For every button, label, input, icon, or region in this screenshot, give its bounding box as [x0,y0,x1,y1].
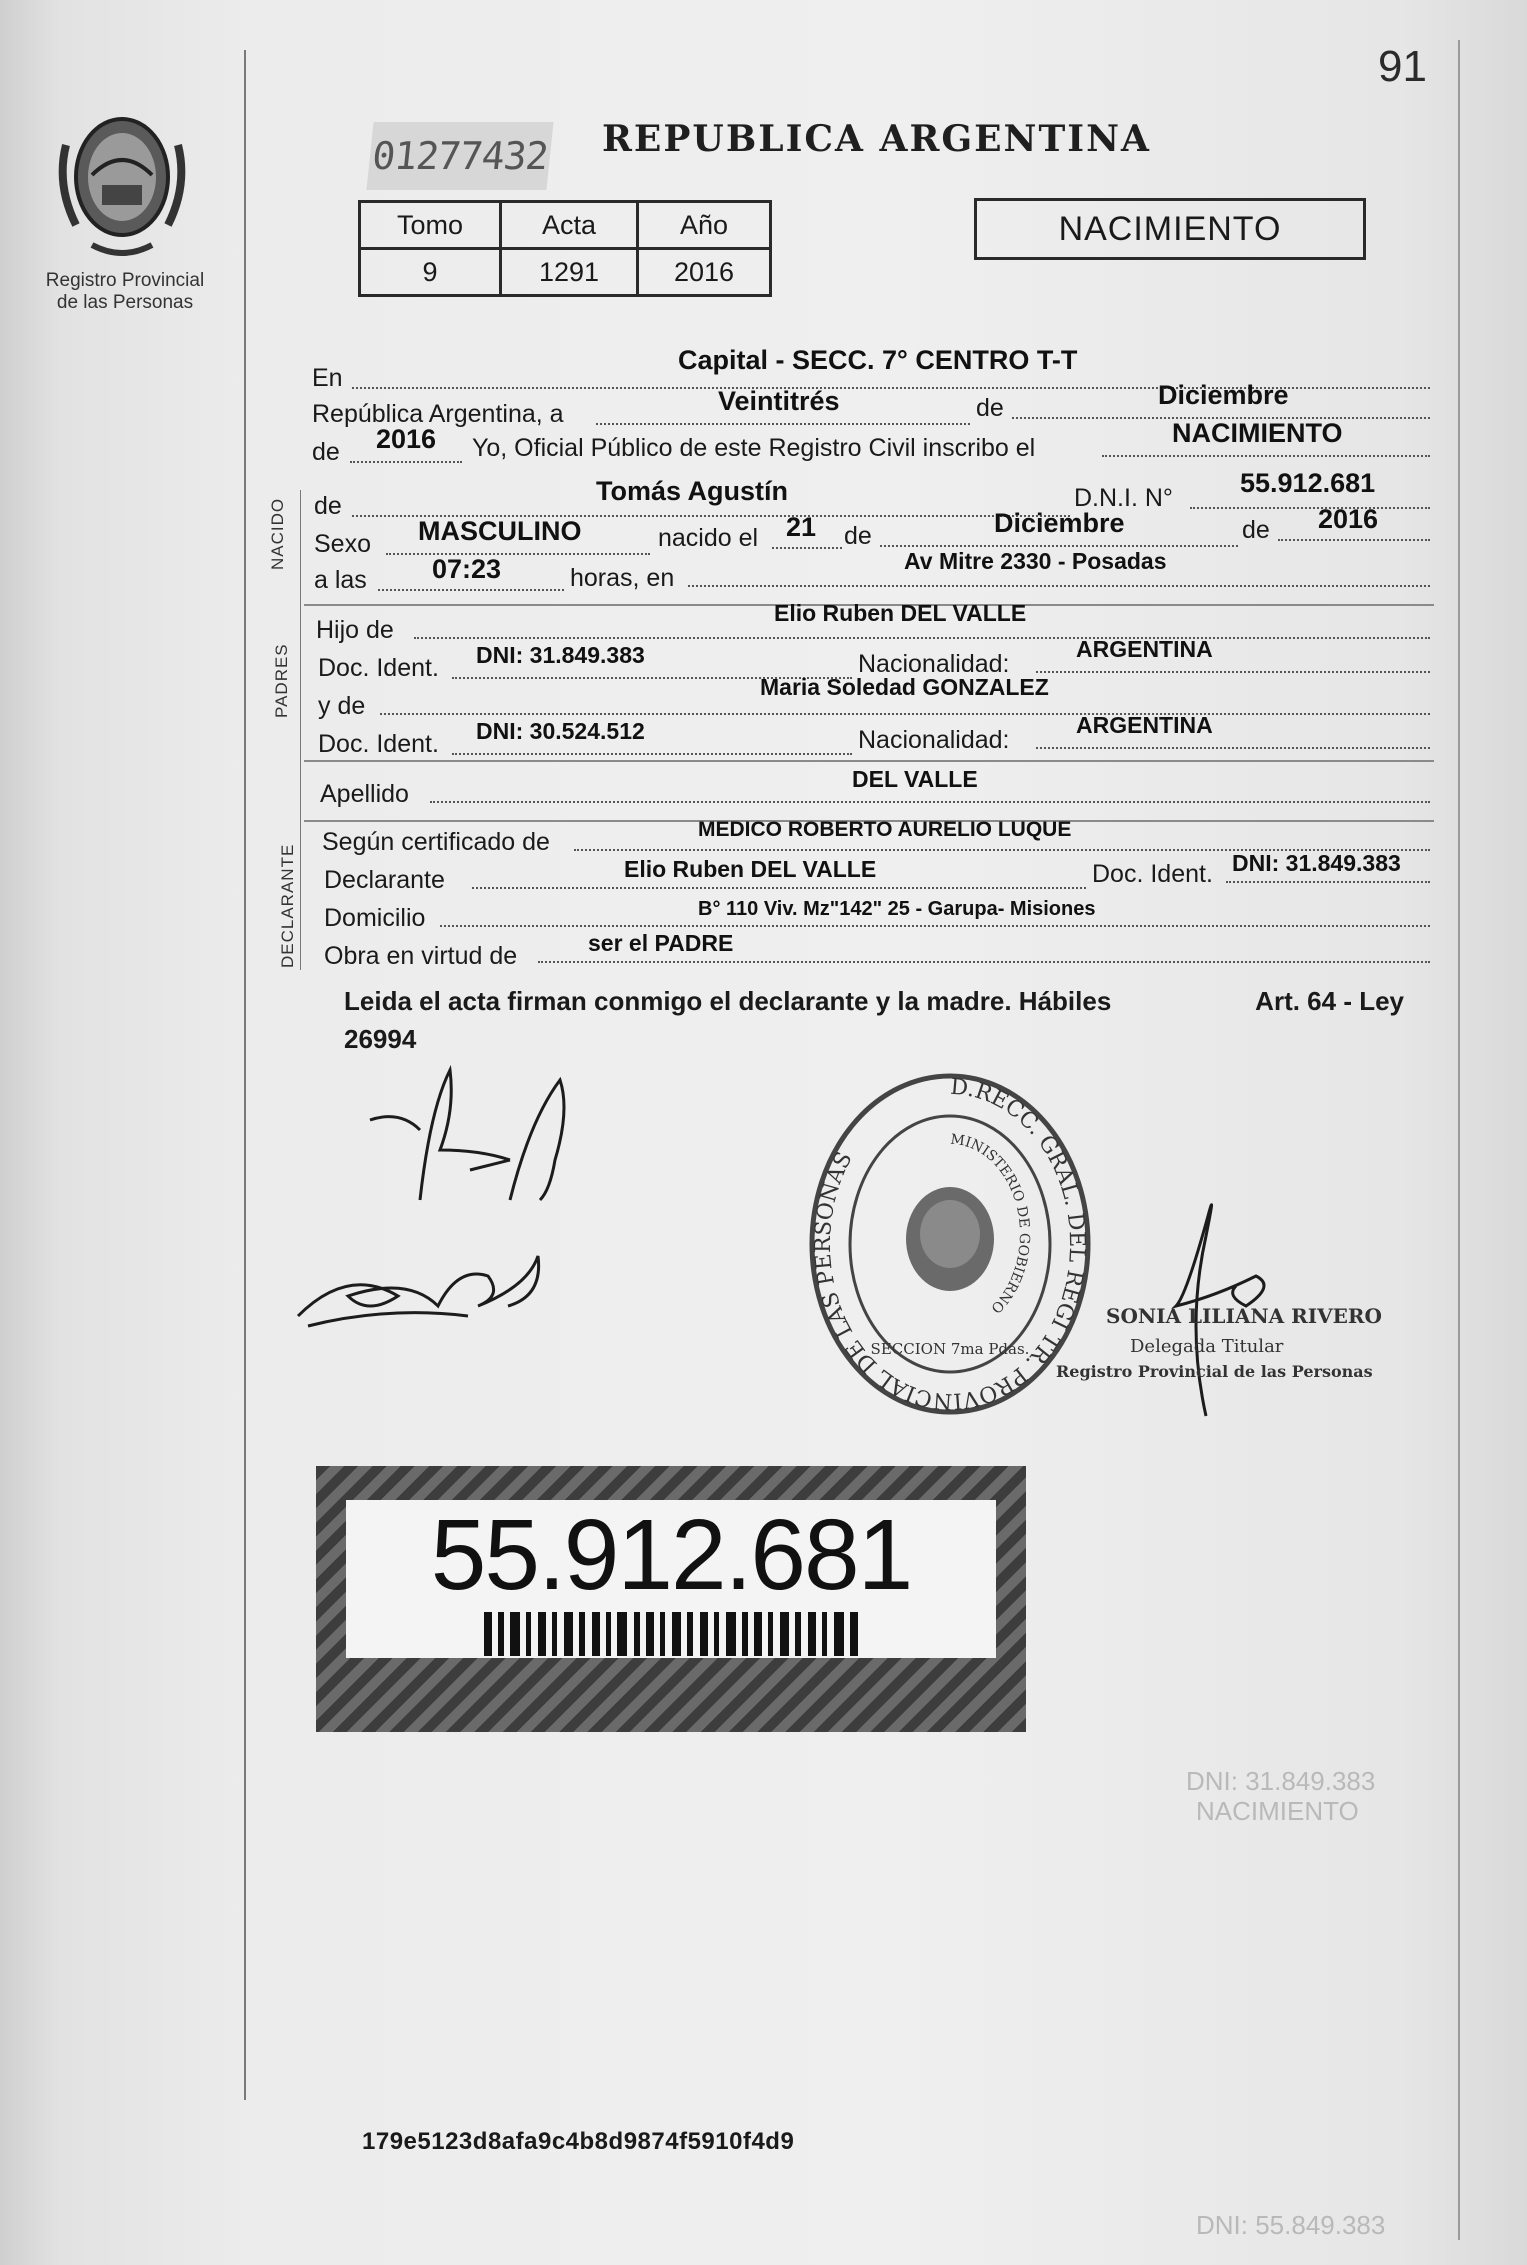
republica-label: República Argentina, a [312,400,564,428]
province-seal-logo [52,105,192,265]
birth-year-value: 2016 [1318,504,1379,534]
registry-header-acta: Acta [501,202,638,249]
nac2-label: Nacionalidad: [858,726,1010,754]
record-type-box: NACIMIENTO [974,198,1366,260]
oficial-label: Yo, Oficial Público de este Registro Civil inscribo el [472,434,1036,462]
barcode-label [346,1500,996,1658]
doc2-label: Doc. Ident. [318,730,439,758]
dni-label: D.N.I. N° [1074,484,1173,512]
mother-doc-value: DNI: 30.524.512 [476,718,645,744]
closing-law-number: 26994 [344,1024,417,1054]
closing-law: Art. 64 - Ley [1255,986,1404,1016]
official-name: SONIA LILIANA RIVERO [1106,1304,1382,1328]
dotted-line [1036,747,1430,749]
closing-statement [344,982,1404,1058]
barcode-bars [484,1612,864,1656]
doc-label: Doc. Ident. [318,654,439,682]
dotted-line [1278,539,1430,541]
bleed-through-mark: NACIMIENTO [1196,1796,1359,1826]
domicilio-label: Domicilio [324,904,426,932]
dotted-line [538,961,1430,963]
nac-label: Nacionalidad: [858,650,1010,678]
dotted-line [772,547,842,549]
registry-value-row [360,249,771,296]
registry-header-row [360,202,771,249]
margin-line-right [1458,40,1460,2240]
dotted-line [1102,455,1430,457]
dotted-line [472,887,1086,889]
segun-label: Según certificado de [322,828,550,856]
declarante-label: Declarante [324,866,445,894]
father-doc-value: DNI: 31.849.383 [476,642,645,668]
alas-label: a las [314,566,367,594]
birth-day-value: 21 [786,512,817,542]
declarant-doc-value: DNI: 31.849.383 [1232,850,1401,876]
apellido-label: Apellido [320,780,409,808]
declarant-signature [360,1050,600,1220]
hijo-label: Hijo de [316,616,394,644]
dotted-line [386,553,650,555]
side-label-nacido: NACIDO [268,497,287,570]
sex-value: MASCULINO [418,516,582,546]
dotted-line [378,589,564,591]
certificate-value: MEDICO ROBERTO AURELIO LUQUE [698,818,1072,841]
horas-label: horas, en [570,564,675,592]
dotted-line [430,801,1430,803]
birth-time-value: 07:23 [432,554,502,584]
de2-label: de [312,438,340,466]
father-name-value: Elio Ruben DEL VALLE [774,600,1027,626]
official-role: Delegada Titular [1130,1336,1284,1357]
registry-value-anio: 2016 [638,249,771,296]
document-hash: 179e5123d8afa9c4b8d9874f5910f4d9 [362,2128,795,2155]
logo-caption [30,270,220,314]
side-label-declarante: DECLARANTE [278,843,297,968]
registry-value-acta: 1291 [501,249,638,296]
dotted-line [452,753,852,755]
stamp-section-text: SECCION 7ma Pdas. [870,1340,1030,1358]
bleed-through-mark: DNI: 55.849.383 [1196,2210,1386,2240]
section-divider [304,760,1434,762]
logo-caption-line2: de las Personas [56,292,194,313]
father-nat-value: ARGENTINA [1076,636,1213,662]
birth-month-value: Diciembre [994,508,1125,538]
en-label: En [312,364,343,392]
dotted-line [440,925,1430,927]
dotted-line [1036,671,1430,673]
bleed-through-mark: DNI: 31.849.383 [1186,1766,1376,1796]
page-number: 91 [1378,42,1427,91]
registry-value-tomo: 9 [360,249,501,296]
official-office: Registro Provincial de las Personas [1056,1362,1373,1381]
child-dni-value: 55.912.681 [1240,468,1376,498]
yde-label: y de [318,692,366,720]
registry-header-anio: Año [638,202,771,249]
section-line [300,490,301,970]
birth-place-value: Av Mitre 2330 - Posadas [904,548,1167,574]
serial-number-stamp: 01277432 [366,122,553,190]
barcode-number: 55.912.681 [430,1499,912,1611]
de-label: de [976,394,1004,422]
obra-label: Obra en virtud de [324,942,518,970]
declarant-value: Elio Ruben DEL VALLE [624,856,877,882]
sexo-label: Sexo [314,530,371,558]
dotted-line [688,585,1430,587]
dotted-line [350,461,462,463]
dotted-line [596,423,970,425]
capacity-value: ser el PADRE [588,930,734,956]
stamp-inner-text: MINISTERIO DE GOBIERNO [949,1131,1033,1317]
margin-line-left [244,50,246,2100]
country-title: REPUBLICA ARGENTINA [602,118,1151,160]
registry-table [358,200,772,297]
place-value: Capital - SECC. 7° CENTRO T-T [678,345,1078,375]
month-value: Diciembre [1158,380,1289,410]
nacido-label: nacido el [658,524,759,552]
doc3-label: Doc. Ident. [1092,860,1213,888]
dotted-line [380,713,1430,715]
address-value: B° 110 Viv. Mz"142" 25 - Garupa- Misiones [698,898,1096,920]
dotted-line [1226,881,1430,883]
side-label-padres: PADRES [272,643,291,718]
child-name-value: Tomás Agustín [596,476,789,506]
inscribe-type-value: NACIMIENTO [1172,418,1343,448]
dotted-line [880,545,1238,547]
year-value: 2016 [376,424,437,454]
barcode-sticker [316,1466,1026,1732]
official-signature [1146,1176,1296,1426]
surname-value: DEL VALLE [852,766,978,792]
mother-signature [288,1236,558,1336]
stamp-ring-text: D.RECC. GRAL. DEL REGI TR. PROVINCIAL DE LAS PERSONAS [810,1074,1090,1414]
closing-text: Leida el acta firman conmigo el declarante y la madre. Hábiles [344,986,1112,1016]
mother-nat-value: ARGENTINA [1076,712,1213,738]
registry-header-tomo: Tomo [360,202,501,249]
day-words-value: Veintitrés [718,386,840,416]
logo-caption-line1: Registro Provincial [45,270,205,291]
dotted-line [414,637,1430,639]
de3-label: de [314,492,342,520]
de5-label: de [1242,516,1270,544]
official-stamp [800,1064,1100,1424]
dotted-line [1190,507,1430,509]
de4-label: de [844,522,872,550]
mother-name-value: Maria Soledad GONZALEZ [760,674,1049,700]
